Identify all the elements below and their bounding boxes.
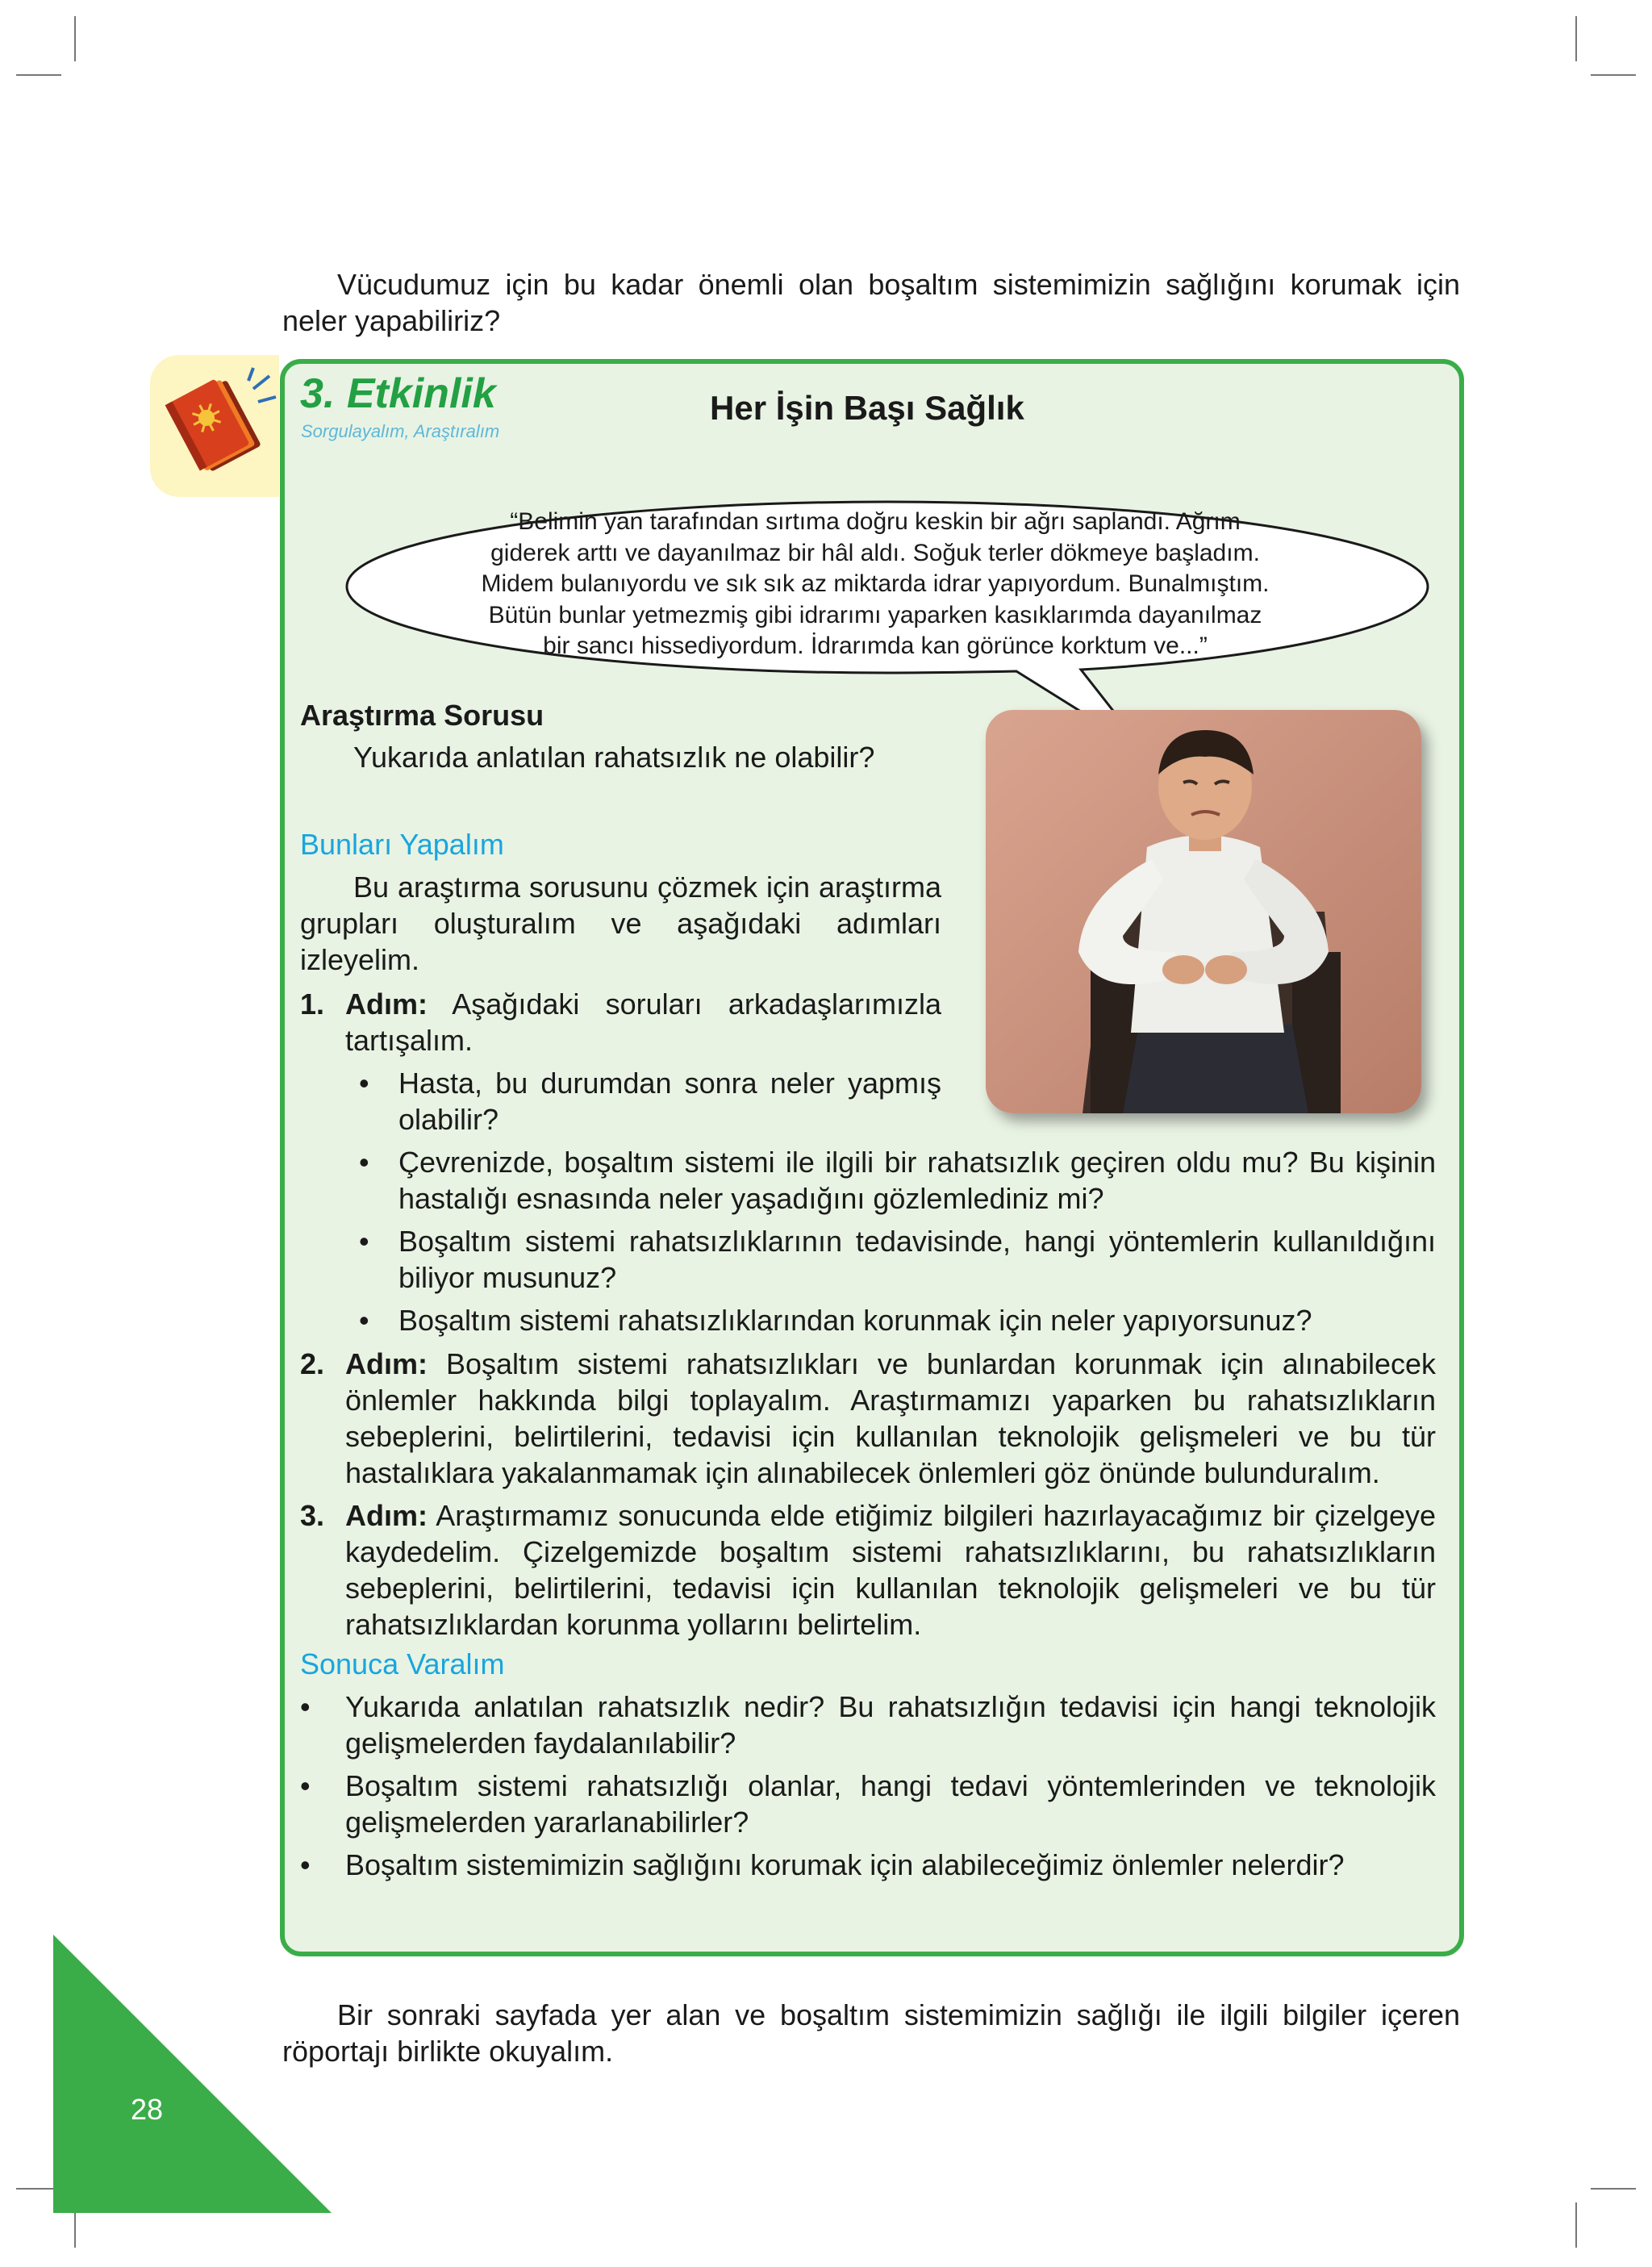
bullet-dot: •: [300, 1690, 311, 1723]
step2-paragraph: [345, 1346, 1436, 1491]
bullet-dot: •: [300, 1769, 311, 1802]
lets-do-heading: Bunları Yapalım: [300, 828, 504, 861]
quote-line: “Belimin yan tarafından sırtıma doğru keskin bir ağrı saplandı. Ağrım: [510, 508, 1241, 535]
crop-mark: [1575, 16, 1577, 61]
step2-number: 2.: [300, 1347, 325, 1380]
outro-paragraph: Bir sonraki sayfada yer alan ve boşaltım sistemimizin sağlığı ile ilgili bilgiler içeren röportajı birlikte okuyalım.: [282, 1998, 1460, 2068]
research-heading: Araştırma Sorusu: [300, 699, 544, 732]
crop-mark: [1575, 2202, 1577, 2248]
crop-mark: [1591, 74, 1636, 76]
crop-mark: [1591, 2188, 1636, 2190]
quote-line: Bütün bunlar yetmezmiş gibi idrarımı yaparken kasıklarımda dayanılmaz: [488, 601, 1262, 628]
activity-number-title: 3. Etkinlik: [300, 370, 496, 417]
bullet-dot: •: [359, 1304, 369, 1337]
step1-text: Aşağıdaki soruları arkadaşlarımızla tartışalım.: [345, 987, 941, 1057]
speech-bubble-quote: [411, 507, 1339, 662]
activity-subtitle: Sorgulayalım, Araştıralım: [301, 421, 500, 441]
conclusion-heading: Sonuca Varalım: [300, 1647, 505, 1680]
bullet-dot: •: [359, 1146, 369, 1179]
lets-do-paragraph: Bu araştırma sorusunu çözmek için araştırma grupları oluşturalım ve aşağıdaki adımları izleyelim.: [300, 870, 941, 976]
boy-in-pain-photo: [986, 710, 1421, 1113]
step1-label: Adım:: [345, 987, 428, 1021]
step1-bullet: Hasta, bu durumdan sonra neler yapmış olabilir?: [398, 1067, 941, 1136]
step3-number: 3.: [300, 1499, 325, 1532]
step1-number: 1.: [300, 987, 325, 1021]
step3-text: Araştırmamız sonucunda elde etiğimiz bilgileri hazırlayacağımız bir çizelgeye kaydedelim. Çizelgemizde boşaltım sistemi rahatsızlıklarını, bu rahatsızlıkların sebeplerini, belirtilerini, tedavisi için kullanılan teknolojik gelişmeleri ve bu tür rahatsızlıklardan korunma yollarını belirtelim.: [345, 1499, 1436, 1641]
quote-line: Midem bulanıyordu ve sık sık az miktarda idrar yapıyordum. Bunalmıştım.: [481, 570, 1270, 597]
step1-bullet: Çevrenizde, boşaltım sistemi ile ilgili bir rahatsızlık geçiren oldu mu? Bu kişinin hastalığı esnasında neler yaşadığını gözlemlediniz mi?: [398, 1146, 1436, 1215]
step1-paragraph: [345, 986, 941, 1058]
step1-bullet: Boşaltım sistemi rahatsızlıklarından korunmak için neler yapıyorsunuz?: [398, 1304, 1312, 1337]
page-number: 28: [131, 2093, 164, 2126]
step2-label: Adım:: [345, 1347, 428, 1380]
crop-mark: [16, 74, 61, 76]
page-corner-triangle: [53, 1935, 332, 2213]
bullet-dot: •: [359, 1225, 369, 1258]
conclusion-bullet: Boşaltım sistemimizin sağlığını korumak için alabileceğimiz önlemler nelerdir?: [345, 1848, 1345, 1881]
book-icon: [158, 365, 279, 486]
conclusion-bullet: Boşaltım sistemi rahatsızlığı olanlar, hangi tedavi yöntemlerinden ve teknolojik gelişmelerden yararlanabilirler?: [345, 1769, 1436, 1839]
step1-bullet: Boşaltım sistemi rahatsızlıklarının tedavisinde, hangi yöntemlerin kullanıldığını biliyor musunuz?: [398, 1225, 1436, 1294]
step3-label: Adım:: [345, 1499, 428, 1532]
intro-paragraph: Vücudumuz için bu kadar önemli olan boşaltım sistemimizin sağlığını korumak için neler yapabiliriz?: [282, 268, 1460, 337]
quote-line: giderek arttı ve dayanılmaz bir hâl aldı. Soğuk terler dökmeye başladım.: [490, 539, 1260, 566]
bullet-dot: •: [300, 1848, 311, 1881]
step2-text: Boşaltım sistemi rahatsızlıkları ve bunlardan korunmak için alınabilecek önlemler hakkında bilgi toplayalım. Araştırmamızı yaparken bu rahatsızlıkların sebeplerini, belirtilerini, tedavisi için kullanılan teknolojik gelişmeleri ve bu tür hastalıklara yakalanmamak için alınabilecek önlemleri göz önünde bulunduralım.: [345, 1347, 1436, 1489]
research-question: Yukarıda anlatılan rahatsızlık ne olabilir?: [353, 741, 875, 774]
bullet-dot: •: [359, 1067, 369, 1100]
quote-line: bir sancı hissediyordum. İdrarımda kan görünce korktum ve...”: [543, 633, 1208, 659]
step3-paragraph: [345, 1497, 1436, 1643]
activity-name: Her İşin Başı Sağlık: [710, 389, 1024, 427]
conclusion-bullet: Yukarıda anlatılan rahatsızlık nedir? Bu rahatsızlığın tedavisi için hangi teknolojik gelişmelerden faydalanılabilir?: [345, 1690, 1436, 1760]
crop-mark: [74, 16, 76, 61]
